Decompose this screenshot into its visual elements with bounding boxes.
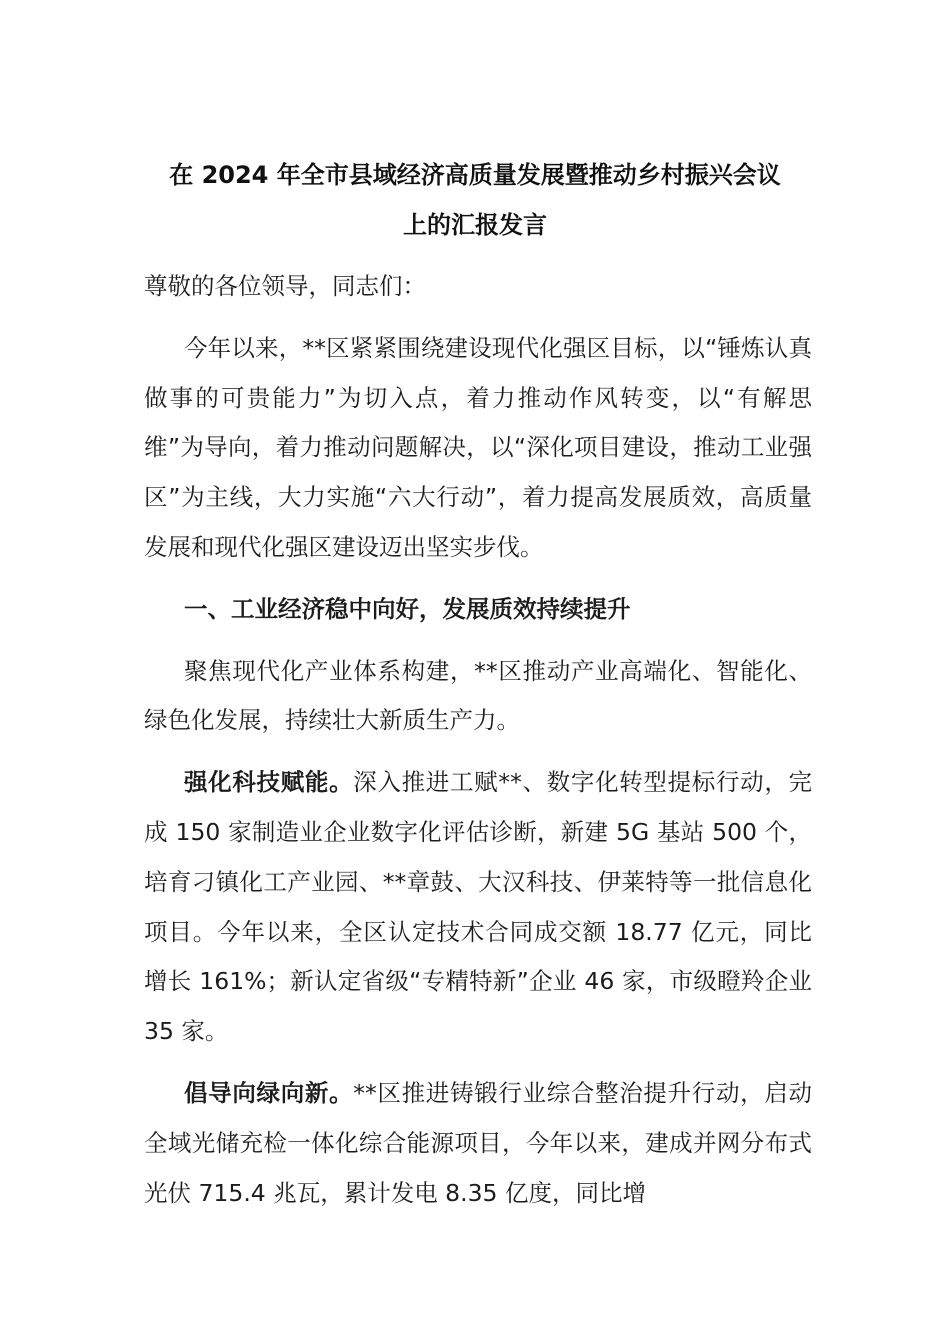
section-heading-1: 一、工业经济稳中向好，发展质效持续提升 xyxy=(184,594,631,623)
tech-empowerment-text: 深入推进工赋**、数字化转型提标行动，完成 150 家制造业企业数字化评估诊断，新建 5G 基站 500 个，培育刁镇化工产业园、**章鼓、大汉科技、伊莱特等一批信息化项目。今年以来，全区认定技术合同成交额 18.77 亿元，同比增长 161%；新认定省级“专精特新”企业 46 家，市级瞪羚企业 35 家。 xyxy=(144,768,813,1046)
tech-empowerment-paragraph xyxy=(144,758,812,1057)
salutation: 尊敬的各位领导，同志们： xyxy=(144,272,426,300)
green-innovation-paragraph xyxy=(144,1069,812,1218)
section-summary-paragraph: 聚焦现代化产业体系构建，**区推动产业高端化、智能化、绿色化发展，持续壮大新质生产力。 xyxy=(144,656,812,735)
intro-paragraph: 今年以来，**区紧紧围绕建设现代化强区目标，以“锤炼认真做事的可贵能力”为切入点，着力推动作风转变，以“有解思维”为导向，着力推动问题解决，以“深化项目建设，推动工业强区”为主线，大力实施“六大行动”，着力提高发展质效，高质量发展和现代化强区建设迈出坚实步伐。 xyxy=(144,333,812,561)
document-title xyxy=(130,150,820,250)
green-innovation-lead: 倡导向绿向新。 xyxy=(184,1078,354,1107)
title-line-1: 在 2024 年全市县域经济高质量发展暨推动乡村振兴会议 xyxy=(169,161,781,189)
document-body xyxy=(144,262,812,1230)
title-line-2: 上的汇报发言 xyxy=(403,211,547,239)
green-innovation-text: **区推进铸锻行业综合整治提升行动，启动全域光储充检一体化综合能源项目，今年以来，建成并网分布式光伏 715.4 兆瓦，累计发电 8.35 亿度，同比增 xyxy=(144,1078,813,1207)
tech-empowerment-lead: 强化科技赋能。 xyxy=(184,768,354,797)
